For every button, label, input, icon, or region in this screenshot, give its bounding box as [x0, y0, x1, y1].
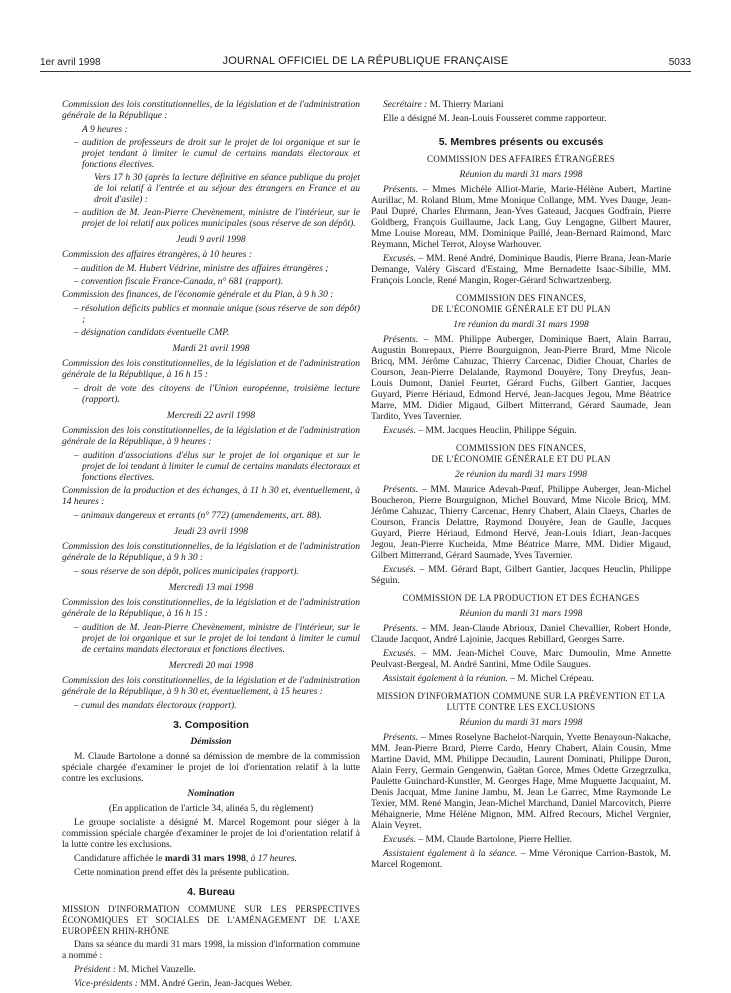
agenda-item: – audition d'associations d'élus sur le projet de loi organique et sur le projet de loi tendant à limiter le cumul de certains mandats électoraux et fonctions électives. — [74, 451, 360, 483]
excused-list: Excusés. – MM. Jacques Heuclin, Philippe Séguin. — [383, 426, 577, 436]
block-title: Commission des lois constitutionnelles, de la législation et de l'administration générale de la République, à 9 h 30 : — [62, 542, 360, 563]
commission-title: DE L'ÉCONOMIE GÉNÉRALE ET DU PLAN — [431, 304, 611, 314]
date-heading: Mercredi 20 mai 1998 — [168, 661, 254, 671]
left-column — [62, 100, 360, 993]
subsection-heading: Démission — [190, 737, 232, 747]
section-heading: 4. Bureau — [187, 886, 235, 898]
commission-title: COMMISSION DE LA PRODUCTION ET DES ÉCHANGES — [402, 593, 640, 603]
meeting-date: Réunion du mardi 31 mars 1998 — [459, 170, 583, 180]
commission-title: MISSION D'INFORMATION COMMUNE SUR LA PRÉVENTION ET LA LUTTE CONTRE LES EXCLUSIONS — [376, 691, 666, 712]
excused-list: Excusés. – MM. Claude Bartolone, Pierre Hellier. — [383, 835, 572, 845]
date-heading: Mardi 21 avril 1998 — [172, 344, 250, 354]
block-title: Commission des finances, de l'économie générale et du Plan, à 9 h 30 : — [62, 290, 334, 300]
candidature-line: Candidature affichée le mardi 31 mars 1998, à 17 heures. — [74, 854, 297, 864]
agenda-item: – désignation candidats éventuelle CMP. — [74, 328, 230, 338]
present-list: Présents. – MM. Jean-Claude Abrioux, Daniel Chevallier, Robert Honde, Claude Jacquot, André Lajoinie, Jacques Rebillard, Georges Sarre. — [371, 624, 671, 645]
header-date: 1er avril 1998 — [40, 57, 101, 68]
section-heading: 3. Composition — [173, 719, 249, 731]
present-list: Présents. – Mmes Michèle Alliot-Marie, Marie-Hélène Aubert, Martine Aurillac, M. Roland Blum, Mme Monique Collange, MM. Yves Dauge, Jean-Paul Dupré, Charles Ehrmann, Jean-Yves Gateaud, Jacques Godfrain, Pierre Goldberg, François Guillaume, Jack Lang, Guy Lengagne, Gilbert Maurer, Mme Louise Moreau, MM. Dominique Paillé, Jean-Bernard Raimond, Marc Reymann, Michel Terrot, Aloyse Warhouver. — [371, 185, 671, 250]
page-header — [0, 0, 731, 70]
block-time: A 9 heures : — [82, 125, 128, 135]
block-title: Commission des lois constitutionnelles, de la législation et de l'administration générale de la République, à 16 h 15 : — [62, 598, 360, 619]
meeting-date: Réunion du mardi 31 mars 1998 — [459, 609, 583, 619]
paragraph: Le groupe socialiste a désigné M. Marcel Rogemont pour siéger à la commission spéciale chargée d'examiner le projet de loi d'orientation relatif à la lutte contre les exclusions. — [62, 818, 360, 850]
agenda-item: – audition de M. Hubert Védrine, ministre des affaires étrangères ; — [74, 264, 329, 274]
commission-title: COMMISSION DES FINANCES, — [455, 443, 587, 453]
agenda-item: – cumul des mandats électoraux (rapport). — [74, 701, 237, 711]
mission-title: MISSION D'INFORMATION COMMUNE SUR LES PERSPECTIVES ÉCONOMIQUES ET SOCIALES DE L'AMÉNAGEMENT DE L'AXE EUROPÉEN RHIN-RHÔNE — [62, 904, 360, 936]
paragraph: Cette nomination prend effet dès la présente publication. — [74, 868, 290, 878]
block-title: Commission des lois constitutionnelles, de la législation et de l'administration générale de la République, à 9 h 30 et, éventuellement, à 15 heures : — [62, 676, 360, 697]
meeting-date: 1re réunion du mardi 31 mars 1998 — [453, 320, 589, 330]
commission-title: DE L'ÉCONOMIE GÉNÉRALE ET DU PLAN — [431, 454, 611, 464]
agenda-note: Vers 17 h 30 (après la lecture définitive en séance publique du projet de loi relatif à l'entrée et au séjour des étrangers en France et au droit d'asile) : — [94, 173, 360, 205]
block-title: Commission des lois constitutionnelles, de la législation et de l'administration générale de la République, à 9 heures : — [62, 426, 360, 447]
date-heading: Jeudi 23 avril 1998 — [173, 527, 249, 537]
paragraph: Elle a désigné M. Jean-Louis Fousseret comme rapporteur. — [383, 114, 607, 124]
agenda-item: – audition de M. Jean-Pierre Chevènement, ministre de l'intérieur, sur le projet de loi organique et sur le projet de loi tendant à limiter le cumul de certains mandats électoraux et fonctions électives. — [74, 623, 360, 655]
date-heading: Mercredi 22 avril 1998 — [166, 411, 256, 421]
agenda-item: – audition de professeurs de droit sur le projet de loi organique et sur le projet tendant à limiter le cumul de certains mandats électoraux et fonctions électives. — [74, 138, 360, 170]
block-title: Commission des lois constitutionnelles, de la législation et de l'administration générale de la République, à 16 h 15 : — [62, 359, 360, 380]
subsection-heading: Nomination — [187, 789, 235, 799]
excused-list: Excusés. – MM. Gérard Bapt, Gilbert Gantier, Jacques Heuclin, Philippe Séguin. — [371, 565, 671, 586]
journal-title: JOURNAL OFFICIEL DE LA RÉPUBLIQUE FRANÇAISE — [222, 55, 509, 67]
agenda-item: – audition de M. Jean-Pierre Chevènement, ministre de l'intérieur, sur le projet de loi relatif aux polices municipales (sous réserve de son dépôt). — [74, 208, 360, 229]
meeting-date: Réunion du mardi 31 mars 1998 — [459, 718, 583, 728]
agenda-item: – convention fiscale France-Canada, n° 681 (rapport). — [74, 277, 284, 287]
right-column — [371, 100, 671, 874]
excused-list: Excusés. – MM. Jean-Michel Couve, Marc Dumoulin, Mme Annette Peulvast-Bergeal, M. André Santini, Mme Odile Saugues. — [371, 649, 671, 670]
date-heading: Mercredi 13 mai 1998 — [168, 583, 254, 593]
agenda-item: – sous réserve de son dépôt, polices municipales (rapport). — [74, 567, 299, 577]
header-rule — [40, 71, 691, 72]
commission-title: COMMISSION DES FINANCES, — [455, 293, 587, 303]
agenda-item: – droit de vote des citoyens de l'Union européenne, troisième lecture (rapport). — [74, 384, 360, 405]
present-list: Présents. – MM. Maurice Adevah-Pœuf, Philippe Auberger, Jean-Michel Boucheron, Pierre Bourguignon, Michel Bouvard, Mme Nicole Bricq, MM. Jérôme Cahuzac, Thierry Carcenac, Henry Chabert, Alain Claeys, Charles de Courson, Francis Delattre, Raymond Douyère, Jean de Gaulle, Jacques Guyard, Pierre Hériaud, Edmond Hervé, Jean-Louis Idiart, Jean-Jacques Jegou, Jean-Pierre Kucheida, Mme Béatrice Marre, MM. Didier Migaud, Gilbert Mitterrand, Gérard Saumade, Yves Tavernier. — [371, 485, 671, 561]
excused-list: Excusés. – MM. René André, Dominique Baudis, Pierre Brana, Jean-Marie Demange, Valéry Giscard d'Estaing, Mme Bernadette Isaac-Sibille, MM. François Loncle, René Mangin, Roger-Gérard Schwartzenberg. — [371, 254, 671, 286]
paragraph: Dans sa séance du mardi 31 mars 1998, la mission d'information commune a nommé : — [62, 940, 360, 961]
attendee-line: Assistaient également à la séance. – Mme Véronique Carrion-Bastok, M. Marcel Rogemont. — [371, 849, 671, 870]
paragraph: M. Claude Bartolone a donné sa démission de membre de la commission spéciale chargée d'examiner le projet de loi d'orientation relatif à la lutte contre les exclusions. — [62, 752, 360, 784]
commission-title: COMMISSION DES AFFAIRES ÉTRANGÈRES — [427, 154, 615, 164]
block-title: Commission des lois constitutionnelles, de la législation et de l'administration générale de la République : — [62, 100, 360, 121]
block-title: Commission de la production et des échanges, à 11 h 30 et, éventuellement, à 14 heures : — [62, 486, 360, 507]
agenda-item: – animaux dangereux et errants (n° 772) (amendements, art. 88). — [74, 511, 322, 521]
date-heading: Jeudi 9 avril 1998 — [176, 235, 246, 245]
note: (En application de l'article 34, alinéa 5, du règlement) — [108, 804, 314, 814]
vice-presidents-line: Vice-présidents : MM. André Gerin, Jean-Jacques Weber. — [74, 979, 293, 989]
present-list: Présents. – MM. Philippe Auberger, Dominique Baert, Alain Barrau, Augustin Bonrepaux, Pierre Bourguignon, Jean-Pierre Brard, Mme Nicole Bricq, MM. Jérôme Cahuzac, Thierry Carcenac, Didier Chouat, Charles de Courson, Jean-Pierre Delalande, Raymond Douyère, Tony Dreyfus, Jean-Louis Dumont, Daniel Feurtet, Gérard Fuchs, Gilbert Gantier, Jacques Guyard, Pierre Hériaud, Edmond Hervé, Jean-Jacques Jegou, Mme Béatrice Marre, MM. Didier Migaud, Gilbert Mitterrand, Gérard Saumade, Jean Tardito, Yves Tavernier. — [371, 335, 671, 422]
block-title: Commission des affaires étrangères, à 10 heures : — [62, 250, 252, 260]
section-heading: 5. Membres présents ou excusés — [438, 136, 604, 148]
agenda-item: – résolution déficits publics et monnaie unique (sous réserve de son dépôt) ; — [74, 304, 360, 325]
secretary-line: Secrétaire : M. Thierry Mariani — [383, 100, 504, 110]
present-list: Présents. – Mmes Roselyne Bachelot-Narquin, Yvette Benayoun-Nakache, MM. Jean-Pierre Brard, Pierre Cardo, Henry Chabert, Alain Cousin, Mme Martine David, MM. Philippe Decaudin, Laurent Dominati, Philippe Duron, Alain Ferry, Germain Gengenwin, Gaëtan Gorce, Mmes Odette Grzegrzulka, Paulette Guinchard-Kunstler, M. Georges Hage, Mme Muguette Jacquaint, M. Denis Jacquat, Mme Janine Jambu, M. Jean Le Garrec, Mme Raymonde Le Texier, MM. René Mangin, Jean-Michel Marchand, Daniel Marcovitch, Pierre Méhaignerie, Mme Hélène Mignon, MM. Alfred Recours, Michel Vergnier, Alain Veyret. — [371, 733, 671, 831]
president-line: Président : M. Michel Vauzelle. — [74, 965, 196, 975]
attendee-line: Assistait également à la réunion. – M. Michel Crépeau. — [383, 674, 594, 684]
page-number: 5033 — [668, 57, 691, 68]
meeting-date: 2e réunion du mardi 31 mars 1998 — [454, 470, 588, 480]
